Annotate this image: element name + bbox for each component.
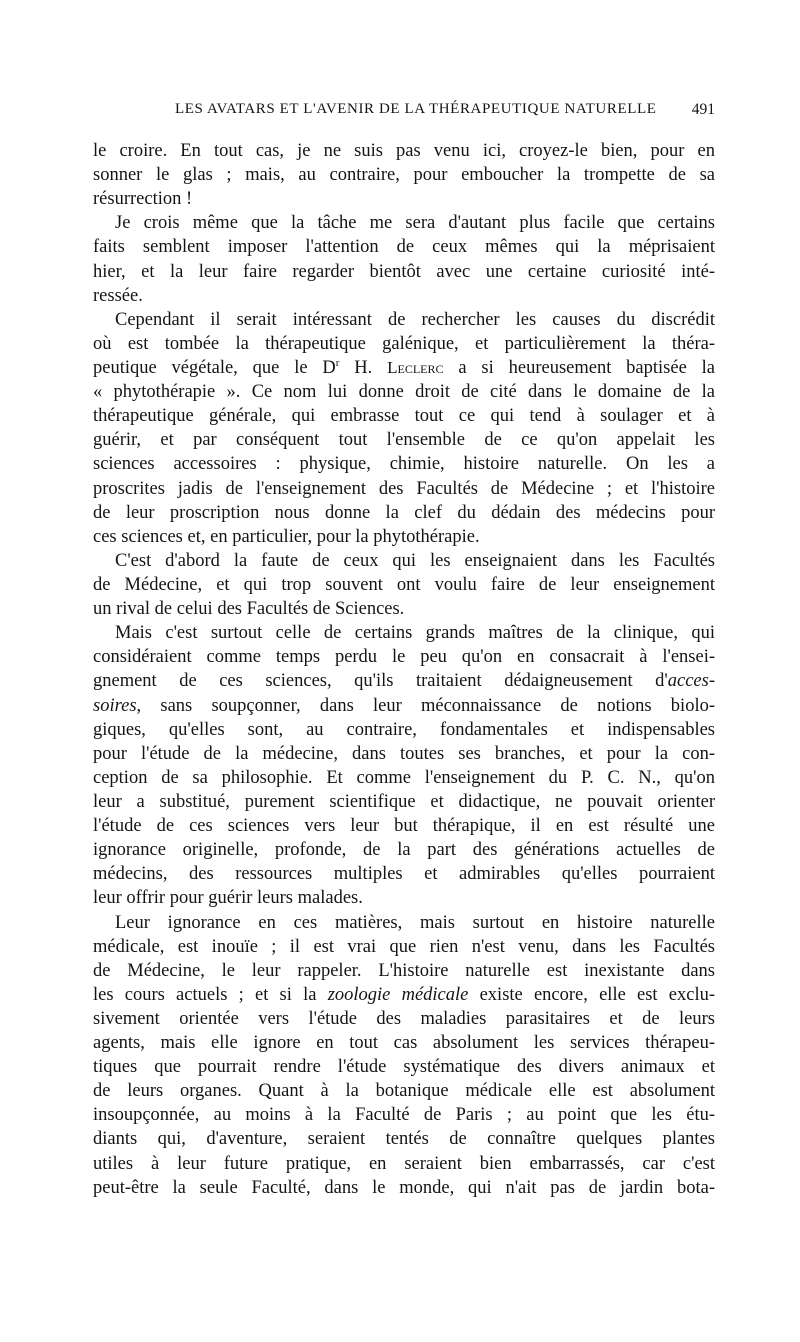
text-line: insoupçonnée, au moins à la Faculté de Paris ; au point que les étu- [93, 1105, 715, 1126]
text-line: sciences accessoires : physique, chimie, histoire naturelle. On les a [93, 454, 715, 475]
running-title: LES AVATARS ET L'AVENIR DE LA THÉRAPEUTIQUE NATURELLE [175, 101, 657, 117]
text-line: résurrection ! [93, 189, 193, 210]
text-run: gnement de ces sciences, qu'ils traitaient dédaigneusement d' [93, 671, 668, 692]
text-line: le croire. En tout cas, je ne suis pas venu ici, croyez-le bien, pour en [93, 141, 715, 161]
text-line: médecins, des ressources multiples et admirables qu'elles pourraient [93, 864, 715, 885]
text-line: Cependant il serait intéressant de rechercher les causes du discrédit [115, 309, 715, 330]
text-line: peut-être la seule Faculté, dans le monde, qui n'ait pas de jardin bota- [93, 1177, 715, 1198]
text-line: de Médecine, et qui trop souvent ont voulu faire de leur enseignement [93, 574, 715, 595]
text-line: ception de sa philosophie. Et comme l'enseignement du P. C. N., qu'on [93, 767, 715, 788]
text-line: agents, mais elle ignore en tout cas absolument les services thérapeu- [93, 1033, 715, 1054]
text-line: ces sciences et, en particulier, pour la phytothérapie. [93, 526, 480, 547]
text-line: diants qui, d'aventure, seraient tentés de connaître quelques plantes [93, 1129, 715, 1150]
italic-run: acces- [667, 671, 715, 692]
text-line: Mais c'est surtout celle de certains grands maîtres de la clinique, qui [115, 623, 715, 644]
text-line: de leur proscription nous donne la clef du dédain des médecins pour [93, 502, 715, 523]
text-line: sivement orientée vers l'étude des maladies parasitaires et de leurs [93, 1008, 715, 1029]
text-line: de Médecine, le leur rappeler. L'histoire naturelle est inexistante dans [93, 960, 715, 981]
italic-run: soires [93, 695, 137, 716]
text-line: considéraient comme temps perdu le peu qu'on en consacrait à l'ensei- [93, 647, 715, 668]
text-run: peutique végétale, que le D [93, 357, 336, 378]
text-line: sonner le glas ; mais, au contraire, pour emboucher la trompette de sa [93, 165, 715, 186]
text-line: pour l'étude de la médecine, dans toutes ses branches, et pour la con- [93, 743, 715, 764]
text-line: « phytothérapie ». Ce nom lui donne droit de cité dans le domaine de la [93, 382, 715, 403]
text-run: , sans soupçonner, dans leur méconnaissance de notions biolo- [136, 695, 715, 716]
text-line: C'est d'abord la faute de ceux qui les enseignaient dans les Facultés [115, 550, 715, 571]
text-run: H. [339, 357, 388, 378]
text-line: utiles à leur future pratique, en seraient bien embarrassés, car c'est [93, 1153, 715, 1174]
page-number: 491 [691, 101, 715, 118]
superscript: r [335, 356, 340, 369]
text-line: ressée. [93, 285, 143, 306]
running-head [93, 101, 715, 125]
text-line: proscrites jadis de l'enseignement des Facultés de Médecine ; et l'histoire [93, 478, 715, 499]
italic-run: zoologie médicale [327, 984, 469, 1005]
text-line: leur offrir pour guérir leurs malades. [93, 888, 363, 909]
text-line: giques, qu'elles sont, au contraire, fondamentales et indispensables [93, 719, 715, 740]
text-line: faits semblent imposer l'attention de ceux mêmes qui la méprisaient [93, 237, 715, 258]
text-line: de leurs organes. Quant à la botanique médicale elle est absolument [93, 1081, 715, 1102]
text-line: où est tombée la thérapeutique galénique, et particulièrement la théra- [93, 333, 715, 354]
author-name: Leclerc [387, 357, 444, 377]
text-line: guérir, et par conséquent tout l'ensemble de ce qu'on appelait les [93, 430, 715, 451]
text-run: a si heureusement baptisée la [443, 357, 715, 378]
text-run: existe encore, elle est exclu- [468, 984, 716, 1005]
text-run: les cours actuels ; et si la [93, 984, 328, 1005]
text-line: Leur ignorance en ces matières, mais surtout en histoire naturelle [115, 912, 715, 933]
text-line: ignorance originelle, profonde, de la part des générations actuelles de [93, 840, 715, 861]
text-line: hier, et la leur faire regarder bientôt avec une certaine curiosité inté- [93, 261, 715, 282]
text-line: l'étude de ces sciences vers leur but thérapique, il en est résulté une [93, 816, 715, 837]
body-text [93, 139, 715, 1200]
text-line: un rival de celui des Facultés de Sciences. [93, 599, 405, 620]
text-line: leur a substitué, purement scientifique et didactique, ne pouvait orienter [93, 791, 715, 812]
text-line [93, 356, 715, 380]
text-line [93, 669, 715, 693]
text-line: Je crois même que la tâche me sera d'autant plus facile que certains [115, 213, 715, 234]
text-line: tiques que pourrait rendre l'étude systématique des divers animaux et [93, 1057, 715, 1078]
text-line [93, 694, 715, 718]
text-line: médicale, est inouïe ; il est vrai que rien n'est venu, dans les Facultés [93, 936, 715, 957]
text-line: thérapeutique générale, qui embrasse tout ce qui tend à soulager et à [93, 406, 715, 427]
text-line [93, 983, 715, 1007]
